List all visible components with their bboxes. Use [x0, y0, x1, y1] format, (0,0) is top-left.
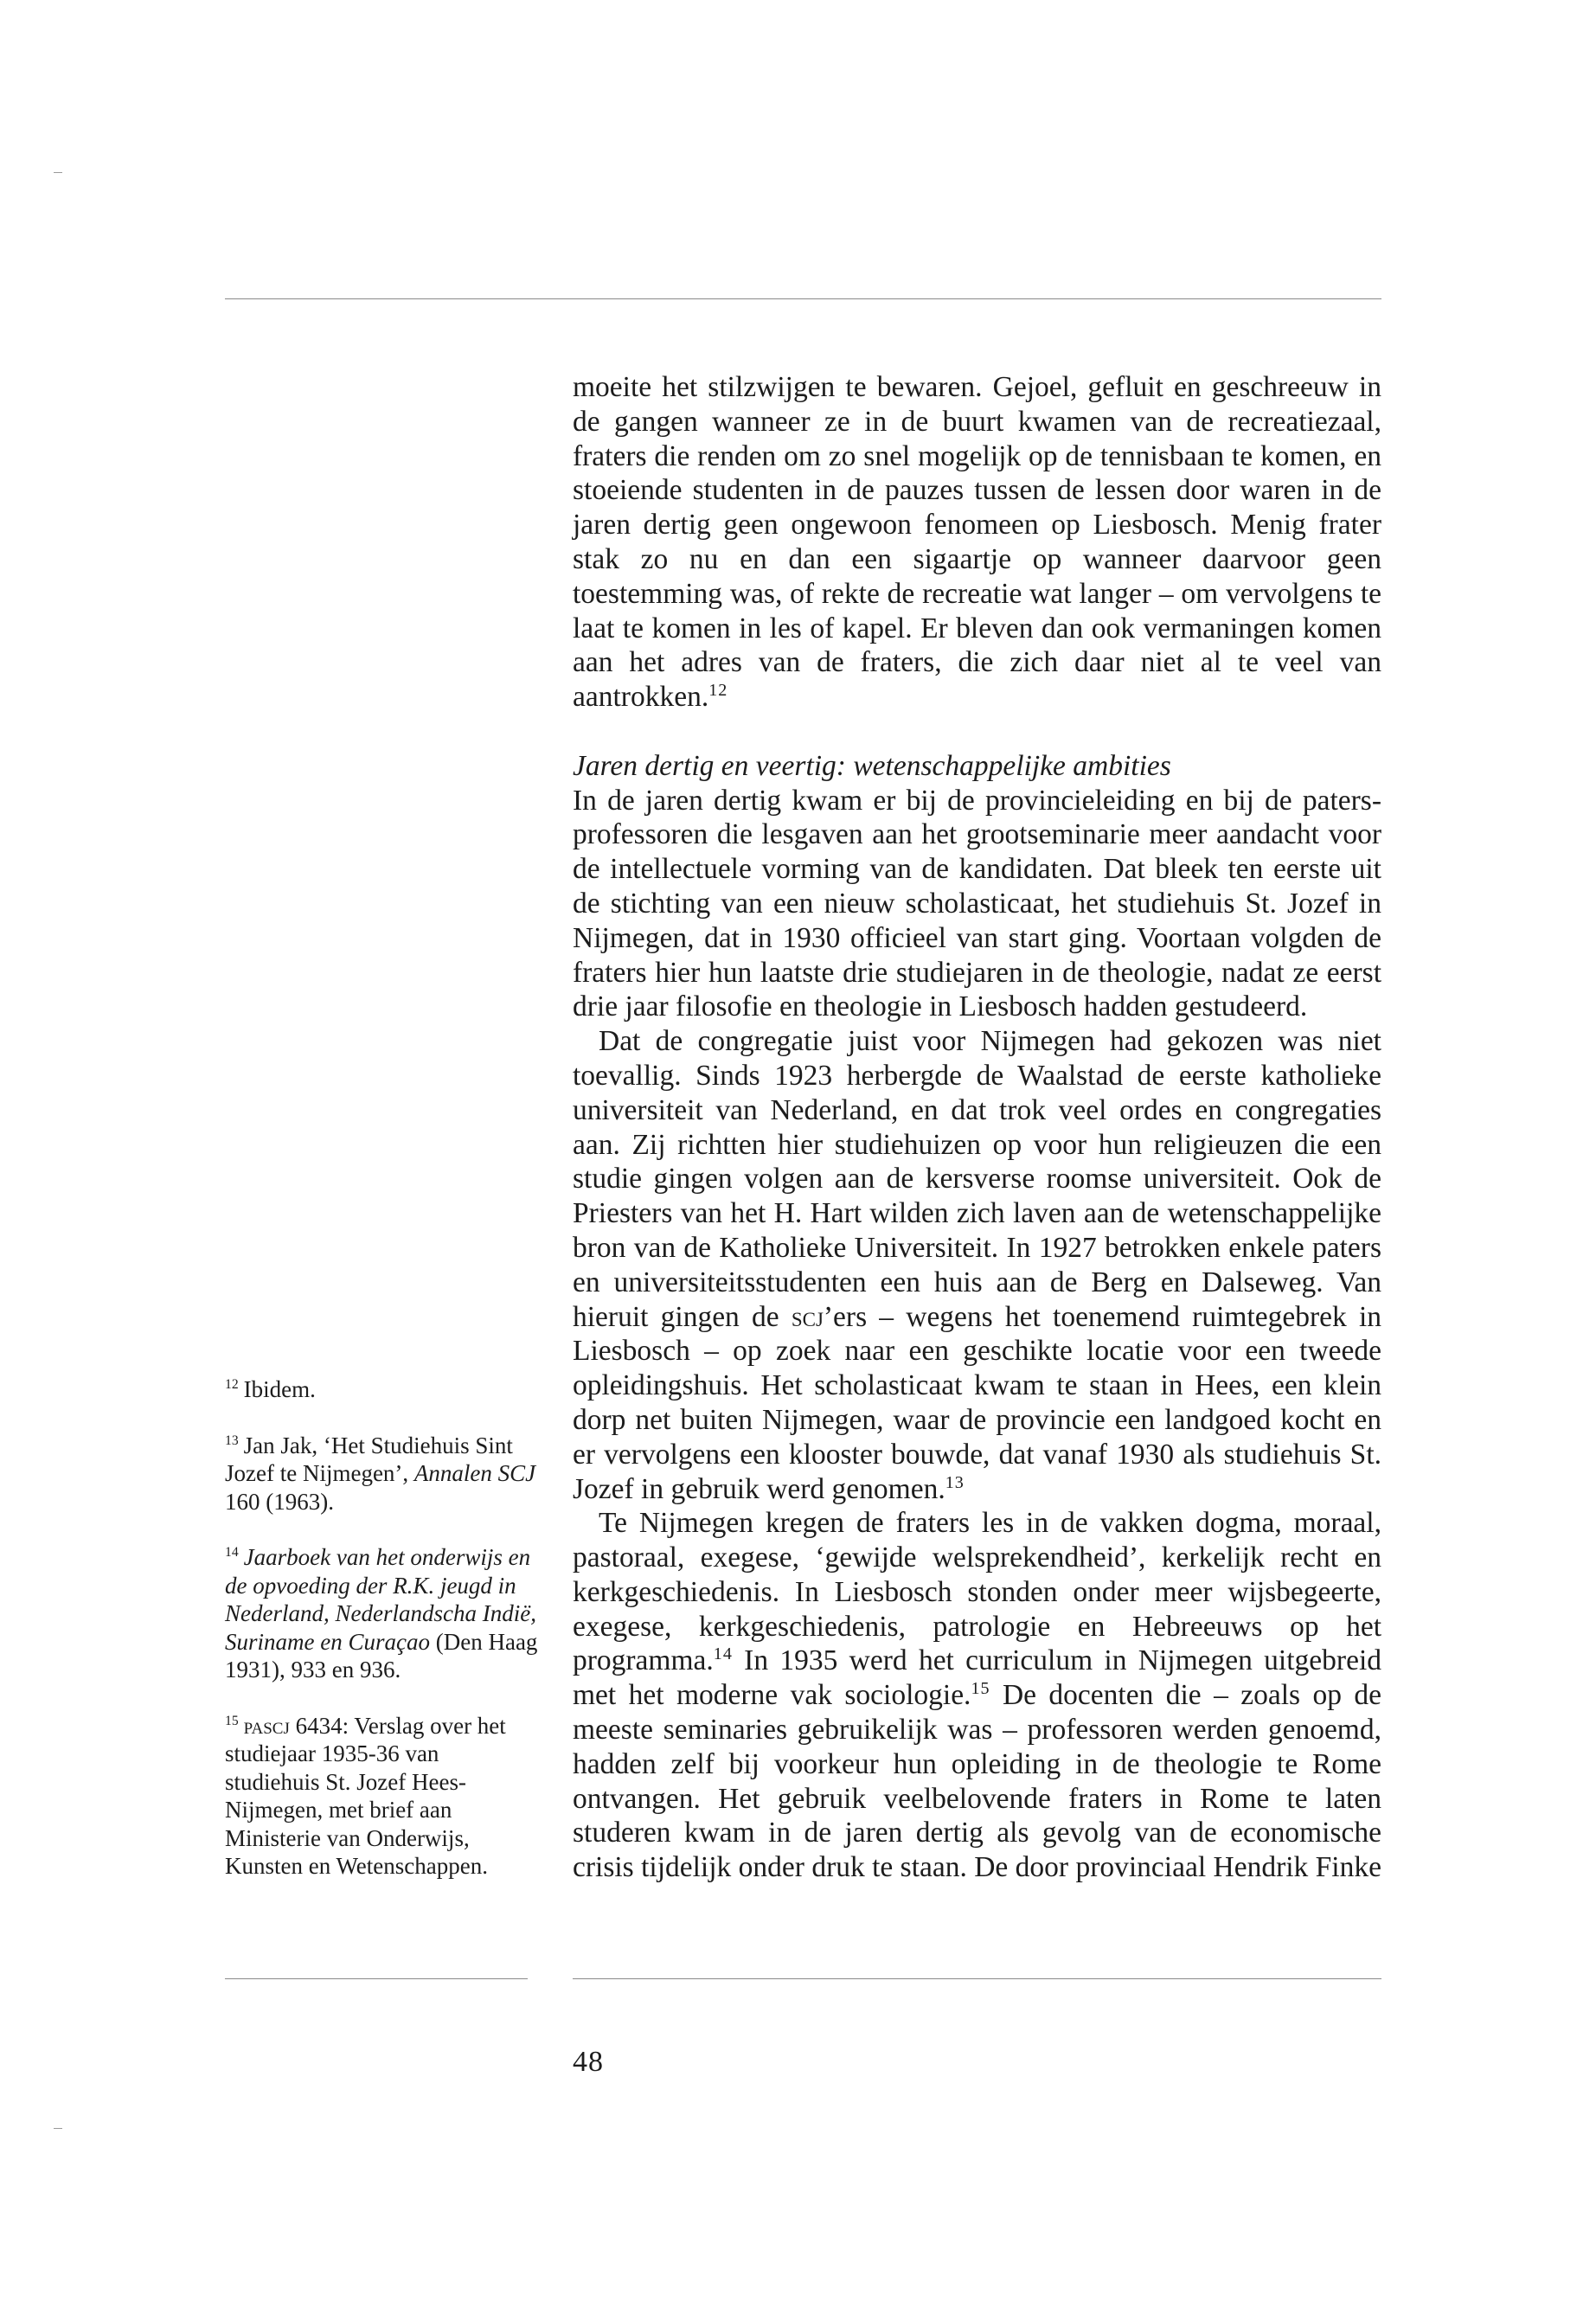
main-text-column [573, 370, 1381, 1885]
footnote-ref-14[interactable]: 14 [713, 1644, 733, 1664]
footnote-13: $^{13}$ Jan Jak, ‘Het Studiehuis Sint Jozef te Nijmegen’, Annalen SCJ 160 (1963). [225, 1432, 536, 1515]
crop-mark [54, 172, 62, 173]
page-number: 48 [573, 2046, 604, 2078]
paragraph: In de jaren dertig kwam er bij de provincieleiding en bij de paters-professoren die lesgaven aan het grootseminarie meer aandacht voor de intellectuele vorming van de kandidaten. Dat bleek ten eerste uit de stichting van een nieuw scholasticaat, het studiehuis St. Jozef in Nijmegen, dat in 1930 officieel van start ging. Voortaan volgden de fraters hier hun laatste drie studiejaren in de theologie, nadat ze eerst drie jaar filosofie en theologie in Liesbosch hadden gestudeerd. [573, 784, 1381, 1023]
header-rule [225, 298, 1381, 299]
footnote-15: $^{15}$ pascj 6434: Verslag over het studiejaar 1935-36 van studiehuis St. Jozef Hees-Nijmegen, met brief aan Ministerie van Onderwijs, Kunsten en Wetenschappen. [225, 1712, 506, 1879]
footnote-ref-12[interactable]: 12 [708, 681, 728, 701]
paragraph: Te Nijmegen kregen de fraters les in de vakken dogma, moraal, pastoraal, exegese, ‘gewijde welsprekendheid’, kerkelijk recht en kerkgeschiedenis. In Liesbosch stonden onder meer wijsbegeerte, exegese, kerkgeschiedenis, patrologie en Hebreeuws op het programma.$^{14}$ In 1935 werd het curriculum in Nijmegen uitgebreid met het moderne vak sociologie.$^{15}$ De docenten die – zoals op de meeste seminaries gebruikelijk was – professoren werden genoemd, hadden zelf bij voorkeur hun opleiding in de theologie te Rome ontvangen. Het gebruik veelbelovende fraters in Rome te laten studeren kwam in de jaren dertig als gevolg van de economische crisis tijdelijk onder druk te staan. De door provinciaal Hendrik Finke [573, 1507, 1381, 1884]
footnote-12: $^{12}$ Ibidem. [225, 1376, 316, 1402]
paragraph: Dat de congregatie juist voor Nijmegen had gekozen was niet toevallig. Sinds 1923 herbergde de Waalstad de eerste katholieke universiteit van Nederland, en dat trok veel ordes en congregaties aan. Zij richtten hier studiehuizen op voor hun religieuzen die een studie gingen volgen aan de kersverse roomse universiteit. Ook de Priesters van het H. Hart wilden zich laven aan de wetenschappelijke bron van de Katholieke Universiteit. In 1927 betrokken enkele paters en universiteitsstudenten een huis aan de Berg en Dalseweg. Van hieruit gingen de scj’ers – wegens het toenemend ruimtegebrek in Liesbosch – op zoek naar een geschikte locatie voor een tweede opleidingshuis. Het scholasticaat kwam te staan in Hees, een klein dorp net buiten Nijmegen, waar de provincie een landgoed kocht en er vervolgens een klooster bouwde, dat vanaf 1930 als studiehuis St. Jozef in gebruik werd genomen.$^{13}$ [573, 1025, 1382, 1505]
paragraph: moeite het stilzwijgen te bewaren. Gejoel, gefluit en geschreeuw in de gangen wanneer ze in de buurt kwamen van de recreatiezaal, fraters die renden om zo snel mogelijk op de tennisbaan te komen, en stoeiende studenten in de pauzes tussen de lessen door waren in de jaren dertig geen ongewoon fenomeen op Liesbosch. Menig frater stak zo nu en dan een sigaartje op wanneer daarvoor geen toestemming was, of rekte de recreatie wat langer – om vervolgens te laat te komen in les of kapel. Er bleven dan ook vermaningen komen aan het adres van de fraters, die zich daar niet al te veel van aantrokken.$^{12}$ [573, 371, 1381, 714]
footer-rule [573, 1978, 1381, 1979]
crop-mark [54, 2128, 62, 2129]
footnotes-column [225, 1375, 538, 1908]
footnote-ref-13[interactable]: 13 [945, 1472, 965, 1492]
footnote-ref-15[interactable]: 15 [971, 1679, 990, 1699]
section-heading: Jaren dertig en veertig: wetenschappelijke ambities [573, 749, 1171, 782]
footnote-14: $^{14}$ Jaarboek van het onderwijs en de opvoeding der R.K. jeugd in Nederland, Nederlandscha Indië, Suriname en Curaçao (Den Haag 1931), 933 en 936. [225, 1544, 538, 1682]
footnote-rule [225, 1978, 528, 1979]
